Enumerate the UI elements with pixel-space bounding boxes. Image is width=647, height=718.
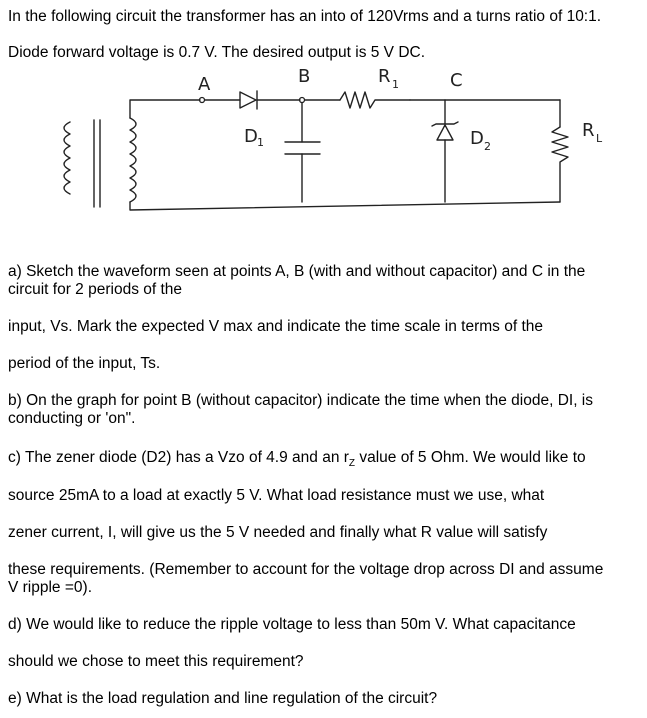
- label-d1: D: [244, 126, 258, 147]
- question-c-line-4: these requirements. (Remember to account for the voltage drop across DI and assume: [8, 561, 604, 578]
- question-c-line-1-start: c) The zener diode (D2) has a Vzo of 4.9 and an r: [8, 449, 349, 466]
- label-b: B: [298, 66, 311, 87]
- transformer-secondary-coil: [130, 118, 136, 202]
- zener-d2-symbol: [437, 125, 453, 140]
- label-a: A: [198, 74, 211, 95]
- wire-bottom: [130, 202, 560, 210]
- resistor-r1-symbol: [340, 92, 410, 108]
- label-r1: R: [378, 66, 391, 87]
- label-rl-sub: L: [596, 132, 603, 145]
- diode-d1-symbol: [240, 92, 256, 108]
- question-a-line-3: input, Vs. Mark the expected V max and indicate the time scale in terms of the: [8, 318, 544, 335]
- circuit-diagram: [0, 62, 647, 232]
- label-d2: D: [470, 128, 484, 149]
- resistor-rl-symbol: [552, 127, 568, 202]
- label-d2-sub: 2: [484, 140, 491, 153]
- question-c-line-2: source 25mA to a load at exactly 5 V. What load resistance must we use, what: [8, 487, 545, 504]
- question-d-line-1: d) We would like to reduce the ripple voltage to less than 50m V. What capacitance: [8, 616, 576, 633]
- question-c-line-1-rest: value of 5 Ohm. We would like to: [355, 449, 586, 466]
- label-c: C: [450, 70, 463, 91]
- label-rl: R: [582, 120, 595, 141]
- transformer-primary-coil: [64, 122, 70, 194]
- question-c-line-5: V ripple =0).: [8, 579, 93, 596]
- question-a-line-4: period of the input, Ts.: [8, 355, 161, 372]
- label-r1-sub: 1: [392, 78, 399, 91]
- question-c-rz-subscript: Z: [348, 458, 356, 470]
- question-b-line-1: b) On the graph for point B (without capacitor) indicate the time when the diode, DI, is: [8, 392, 594, 409]
- question-e-line-1: e) What is the load regulation and line regulation of the circuit?: [8, 690, 438, 707]
- question-c-line-1: [8, 449, 638, 472]
- intro-line-1: In the following circuit the transformer has an into of 120Vrms and a turns ratio of 10:1.: [8, 8, 602, 25]
- intro-line-2: Diode forward voltage is 0.7 V. The desired output is 5 V DC.: [8, 44, 426, 61]
- question-b-line-2: conducting or 'on".: [8, 410, 136, 427]
- question-d-line-2: should we chose to meet this requirement?: [8, 653, 304, 670]
- wire-top-left: [130, 100, 200, 118]
- question-a-line-2: circuit for 2 periods of the: [8, 281, 183, 298]
- question-c-line-3: zener current, I, will give us the 5 V needed and finally what R value will satisfy: [8, 524, 548, 541]
- question-a-line-1: a) Sketch the waveform seen at points A, B (with and without capacitor) and C in the: [8, 263, 586, 280]
- label-d1-sub: 1: [257, 136, 264, 149]
